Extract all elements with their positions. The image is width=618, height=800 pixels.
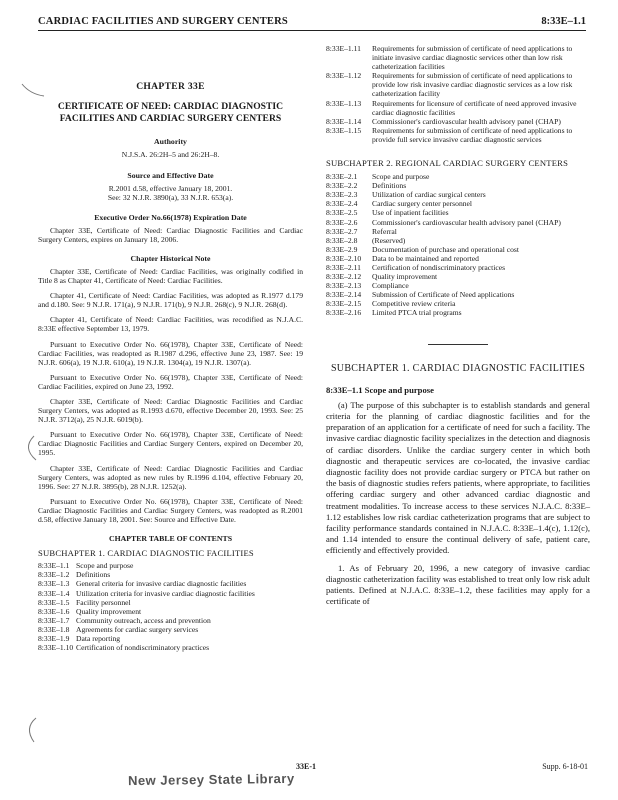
history-paragraph: Pursuant to Executive Order No. 66(1978), Chapter 33E, Certificate of Need: Cardiac Diagnostic Facilities and Cardiac Surgery Centers, expired on December 20, 1995. (38, 430, 303, 458)
history-paragraph: Chapter 33E, Certificate of Need: Cardiac Diagnostic Facilities and Cardiac Surgery Centers, was adopted as new rules by R.1996 d.104, effective February 20, 1996. See: 27 N.J.R. 3895(b), 28 N.J.R. 1252(a). (38, 463, 303, 491)
toc-entry (326, 44, 590, 71)
toc-subchapter-1-list (38, 561, 303, 652)
toc-section-number: 8:33E–2.14 (326, 290, 362, 300)
library-stamp: New Jersey State Library (127, 770, 295, 789)
toc-entry (38, 607, 303, 616)
toc-entry (38, 598, 303, 607)
source-line-2: See: 32 N.J.R. 3890(a), 33 N.J.R. 653(a). (107, 193, 234, 203)
divider (428, 344, 488, 345)
toc-heading: CHAPTER TABLE OF CONTENTS (108, 534, 233, 544)
toc-section-title: Community outreach, access and prevention (76, 615, 211, 625)
chapter-title: CERTIFICATE OF NEED: CARDIAC DIAGNOSTIC FACILITIES AND CARDIAC SURGERY CENTERS (57, 101, 284, 125)
toc-section-title: Definitions (76, 570, 111, 580)
history-paragraph: Chapter 33E, Certificate of Need: Cardiac Diagnostic Facilities and Cardiac Surgery Centers, was adopted as R.1993 d.670, effective December 20, 1993. See: 25 N.J.R. 3712(a), 25 N.J.R. 6019(b). (38, 396, 303, 425)
toc-entry (326, 281, 590, 290)
toc-section-title: Requirements for submission of certificate of need applications to provide full service invasive cardiac diagnostic services (372, 125, 573, 144)
toc-section-number: 8:33E–2.3 (326, 190, 358, 200)
history-paragraph: Chapter 41, Certificate of Need: Cardiac Facilities, was recodified as N.J.A.C. 8:33E effective September 13, 1979. (38, 315, 303, 334)
supplement-date: Supp. 6-18-01 (542, 762, 588, 771)
history-paragraph: Chapter 33E, Certificate of Need: Cardiac Facilities, was originally codified in Title 8 as Chapter 41, Certificate of Need: Cardiac Facilities. (38, 266, 303, 286)
paragraph-1: 1. As of February 20, 1996, a new category of invasive cardiac diagnostic catheterization facility was established to treat only low risk adult patients. Defined at N.J.A.C. 8:33E–1.2, these facilities may apply for a certificate of (326, 562, 590, 607)
toc-entry (326, 199, 590, 208)
toc-section-number: 8:33E–1.8 (38, 624, 70, 634)
toc-section-title: Scope and purpose (76, 561, 134, 571)
authority-text: N.J.S.A. 26:2H–5 and 26:2H–8. (121, 150, 220, 160)
toc-section-title: Documentation of purchase and operational cost (372, 244, 519, 254)
toc-section-title: Quality improvement (76, 606, 142, 616)
toc-section-title: Limited PTCA trial programs (372, 308, 462, 318)
toc-section-title: Data to be maintained and reported (372, 253, 479, 263)
toc-section-title: Agreements for cardiac surgery services (76, 624, 199, 634)
header-section-number: 8:33E–1.1 (541, 16, 586, 27)
toc-entry (326, 181, 590, 190)
toc-section-number: 8:33E–1.1 (38, 561, 70, 571)
left-column (38, 44, 303, 652)
toc-entry (326, 190, 590, 199)
toc-section-number: 8:33E–1.13 (326, 98, 362, 108)
toc-section-number: 8:33E–1.14 (326, 116, 362, 126)
toc-entry (38, 570, 303, 579)
toc-section-title: Facility personnel (76, 597, 131, 607)
toc-section-number: 8:33E–2.8 (326, 235, 358, 245)
toc-section-title: Commissioner's cardiovascular health advisory panel (CHAP) (372, 116, 561, 126)
toc-section-title: Requirements for submission of certificate of need applications to initiate invasive cardiac diagnostic services other than low risk catheterization facilities (372, 44, 573, 72)
history-paragraph: Pursuant to Executive Order No. 66(1978), Chapter 33E, Certificate of Need: Cardiac Facilities, expired on June 23, 1992. (38, 372, 303, 391)
toc-section-number: 8:33E–2.16 (326, 308, 362, 318)
source-heading: Source and Effective Date (127, 171, 214, 181)
toc-section-title: Submission of Certificate of Need applications (372, 290, 515, 300)
toc-section-number: 8:33E–1.4 (38, 588, 70, 598)
toc-entry (38, 643, 303, 652)
historical-note-heading: Chapter Historical Note (130, 253, 211, 263)
toc-subchapter-1-list-continued (326, 44, 590, 144)
toc-section-number: 8:33E–1.15 (326, 125, 362, 135)
right-column (326, 44, 590, 613)
toc-section-title: Cardiac surgery center personnel (372, 199, 473, 209)
toc-section-number: 8:33E–2.4 (326, 199, 358, 209)
toc-section-number: 8:33E–1.7 (38, 615, 70, 625)
toc-entry (326, 117, 590, 126)
toc-section-title: Certification of nondiscriminatory practices (372, 262, 506, 272)
toc-section-title: Requirements for licensure of certificate of need approved invasive cardiac diagnostic facilities (372, 98, 577, 117)
scan-mark-icon (20, 434, 40, 464)
toc-section-title: Certification of nondiscriminatory practices (76, 643, 210, 653)
toc-section-number: 8:33E–1.5 (38, 597, 70, 607)
toc-entry (38, 579, 303, 588)
source-line-1: R.2001 d.58, effective January 18, 2001. (108, 184, 233, 194)
toc-entry (38, 625, 303, 634)
paragraph-a: (a) The purpose of this subchapter is to establish standards and general criteria for the planning of cardiac diagnostic facilities and for the preparation of an application for a certificate of need for such a facility. The invasive cardiac diagnostic facility specializes in the detection and diagnosis of cardiac disorders. Unlike the cardiac surgery center in which both diagnostic and therapeutic services are co-located, the invasive cardiac diagnostic facility does not provide cardiac surgery or PTCA but rather on the basis of diagnostic studies refers patients, where appropriate, to facilities offering cardiac surgery and other advanced cardiac diagnostic and treatment modalities. To increase access to these services N.J.A.C. 8:33E–1.12 establishes low risk cardiac catheterization programs that are subject to facility performance standards contained in N.J.A.C. 8:33E–1.4(c), 1.12(c), and 1.14 intended to ensure the continual delivery of safe, patient care, efficiently and effectively provided. (326, 399, 590, 556)
toc-entry (326, 263, 590, 272)
toc-entry (326, 172, 590, 181)
chapter-number: CHAPTER 33E (136, 81, 205, 92)
toc-entry (38, 634, 303, 643)
toc-subchapter-2-heading: SUBCHAPTER 2. REGIONAL CARDIAC SURGERY CENTERS (326, 158, 569, 169)
toc-entry (326, 208, 590, 217)
toc-entry (326, 245, 590, 254)
toc-entry (326, 236, 590, 245)
toc-entry (326, 218, 590, 227)
toc-entry (326, 71, 590, 98)
toc-section-number: 8:33E–1.2 (38, 570, 70, 580)
history-paragraph: Chapter 41, Certificate of Need: Cardiac Facilities, was adopted as R.1977 d.179 and d.180. See: 9 N.J.R. 171(a), 9 N.J.R. 171(b), 9 N.J.R. 268(c), 9 N.J.R. 268(d). (38, 291, 303, 310)
toc-entry (326, 299, 590, 308)
history-paragraph: Pursuant to Executive Order No. 66(1978), Chapter 33E, Certificate of Need: Cardiac Diagnostic Facilities and Cardiac Surgery Centers, was readopted as R.2001 d.58, effective January 18, 2001. See: Source and Effective Date. (38, 496, 303, 524)
toc-section-number: 8:33E–1.6 (38, 606, 70, 616)
toc-section-number: 8:33E–2.7 (326, 226, 358, 236)
toc-section-number: 8:33E–1.12 (326, 71, 362, 81)
executive-order-heading: Executive Order No.66(1978) Expiration Date (94, 212, 247, 222)
toc-section-title: Definitions (372, 181, 407, 191)
executive-order-text: Chapter 33E, Certificate of Need: Cardiac Diagnostic Facilities and Cardiac Surgery Centers, expires on January 18, 2006. (38, 225, 303, 244)
toc-entry (326, 227, 590, 236)
toc-section-number: 8:33E–1.3 (38, 579, 70, 589)
toc-section-title: Scope and purpose (372, 172, 430, 182)
section-heading: 8:33E–1.1 Scope and purpose (326, 384, 434, 395)
toc-section-number: 8:33E–1.11 (326, 44, 361, 53)
toc-section-title: Compliance (372, 281, 409, 291)
scan-mark-icon (20, 716, 40, 746)
toc-section-number: 8:33E–2.11 (326, 262, 361, 272)
subchapter-1-heading: SUBCHAPTER 1. CARDIAC DIAGNOSTIC FACILITIES (330, 362, 586, 374)
toc-section-title: Use of inpatient facilities (372, 208, 449, 218)
toc-section-title: Quality improvement (372, 272, 438, 282)
toc-entry (326, 99, 590, 117)
toc-section-number: 8:33E–2.5 (326, 208, 358, 218)
toc-section-number: 8:33E–2.13 (326, 281, 362, 291)
toc-section-number: 8:33E–2.6 (326, 217, 358, 227)
toc-section-number: 8:33E–2.9 (326, 244, 358, 254)
authority-heading: Authority (154, 137, 187, 147)
toc-section-number: 8:33E–1.10 (38, 643, 74, 653)
toc-section-title: Utilization of cardiac surgical centers (372, 190, 486, 200)
toc-section-number: 8:33E–2.2 (326, 181, 358, 191)
toc-section-title: Competitive review criteria (372, 299, 456, 309)
history-paragraph: Pursuant to Executive Order No. 66(1978), Chapter 33E, Certificate of Need: Cardiac Facilities, was readopted as R.1987 d.296, effective June 23, 1987. See: 19 N.J.R. 606(a), 19 N.J.R. 610(a), 19 N.J.R. 1304(a), 19 N.J.R. 1307(a). (38, 339, 303, 367)
toc-entry (326, 254, 590, 263)
toc-entry (326, 308, 590, 317)
toc-entry (38, 561, 303, 570)
toc-entry (326, 272, 590, 281)
toc-entry (38, 589, 303, 598)
toc-subchapter-1-heading: SUBCHAPTER 1. CARDIAC DIAGNOSTIC FACILITIES (38, 548, 254, 559)
toc-section-title: General criteria for invasive cardiac diagnostic facilities (76, 579, 247, 589)
toc-section-title: Commissioner's cardiovascular health advisory panel (CHAP) (372, 217, 561, 227)
toc-entry (38, 616, 303, 625)
toc-entry (326, 126, 590, 144)
toc-section-number: 8:33E–2.12 (326, 272, 362, 282)
toc-section-title: Data reporting (76, 634, 121, 644)
header-title: CARDIAC FACILITIES AND SURGERY CENTERS (38, 16, 288, 27)
toc-entry (326, 290, 590, 299)
toc-section-title: Referral (372, 226, 397, 236)
toc-section-title: Utilization criteria for invasive cardiac diagnostic facilities (76, 588, 255, 598)
toc-section-title: (Reserved) (372, 235, 406, 245)
toc-section-number: 8:33E–2.1 (326, 172, 358, 182)
toc-section-number: 8:33E–2.10 (326, 253, 362, 263)
page-number: 33E-1 (296, 762, 316, 771)
toc-section-number: 8:33E–2.15 (326, 299, 362, 309)
running-header (38, 16, 586, 31)
toc-section-number: 8:33E–1.9 (38, 634, 70, 644)
toc-section-title: Requirements for submission of certificate of need applications to provide low risk invasive cardiac diagnostic services as a low risk catheterization facility (372, 71, 573, 99)
toc-subchapter-2-list (326, 172, 590, 318)
